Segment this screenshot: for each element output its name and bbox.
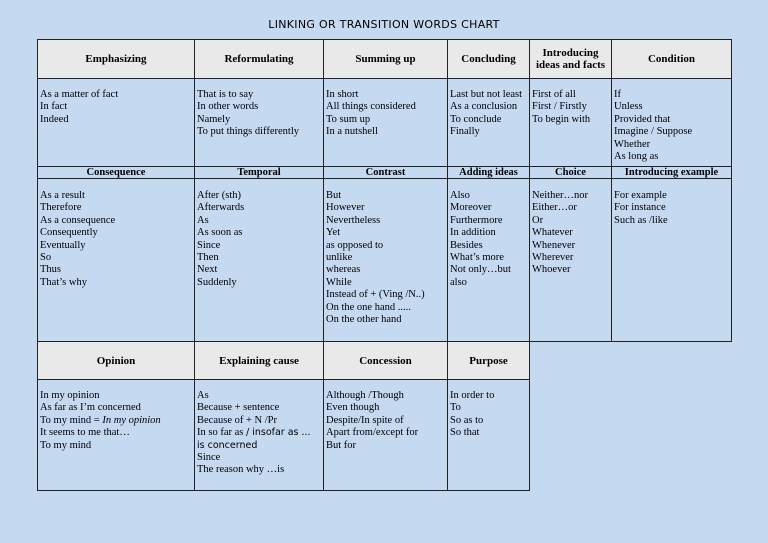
list-item: Nevertheless — [326, 214, 381, 226]
list-item: All things considered — [326, 101, 416, 113]
list-item: Or — [532, 214, 544, 226]
list-item: On the one hand ..... — [326, 301, 411, 313]
list-item: Whoever — [532, 264, 571, 276]
list-item: also — [450, 276, 467, 288]
list-item: Although /Though — [326, 390, 404, 401]
concession-cell — [323, 379, 448, 491]
list-item: Namely — [197, 113, 231, 125]
list-item-text: To my mind = — [40, 414, 103, 426]
list-item: Consequently — [40, 227, 98, 239]
list-item: In my opinion — [40, 390, 100, 401]
list-item: Provided that — [614, 113, 671, 125]
header-condition: Condition — [611, 39, 732, 79]
header-introducing-ideas: Introducing ideas and facts — [529, 39, 612, 79]
list-item: Since — [197, 239, 221, 251]
concluding-cell — [447, 78, 530, 167]
consequence-cell — [37, 178, 195, 342]
list-item: To conclude — [450, 113, 502, 125]
header-consequence: Consequence — [37, 166, 195, 179]
list-item: In order to — [450, 390, 495, 401]
list-item: In other words — [197, 101, 259, 113]
header-choice: Choice — [529, 166, 612, 179]
list-item: Imagine / Suppose — [614, 126, 693, 138]
list-item: Since — [197, 452, 221, 464]
list-item: Indeed — [40, 113, 69, 125]
list-item: Whatever — [532, 227, 573, 239]
list-item: Either…or — [532, 202, 577, 214]
temporal-cell — [194, 178, 324, 342]
introducing-ideas-cell — [529, 78, 612, 167]
summing-up-cell — [323, 78, 448, 167]
header-explaining-cause: Explaining cause — [194, 341, 324, 380]
header-emphasizing: Emphasizing — [37, 39, 195, 79]
introducing-example-cell — [611, 178, 732, 342]
list-item: Such as /like — [614, 214, 668, 226]
list-item: However — [326, 202, 365, 214]
list-item: As — [197, 214, 209, 226]
list-item: Whenever — [532, 239, 576, 251]
list-item-sans: / insofar as ... — [245, 427, 311, 439]
list-item: As — [197, 390, 209, 401]
list-item: As far as I’m concerned — [40, 402, 141, 414]
list-item: Then — [197, 252, 219, 264]
list-item: Besides — [450, 239, 483, 251]
list-item: As a matter of fact — [40, 89, 119, 100]
list-item: As a conclusion — [450, 101, 518, 113]
list-item: Therefore — [40, 202, 82, 214]
list-item: Not only…but — [450, 264, 511, 276]
list-item: Wherever — [532, 252, 574, 264]
list-item: Even though — [326, 402, 380, 414]
explaining-cause-cell — [194, 379, 324, 491]
list-item: That is to say — [197, 89, 254, 100]
header-contrast: Contrast — [323, 166, 448, 179]
list-item: Because of + N /Pr — [197, 414, 277, 426]
list-item: In short — [326, 89, 359, 100]
list-item: Neither…nor — [532, 190, 588, 201]
condition-cell — [611, 78, 732, 167]
list-item: To my mind — [40, 439, 92, 451]
list-item: So — [40, 252, 52, 264]
list-item: To — [450, 402, 461, 414]
list-item: whereas — [326, 264, 361, 276]
list-item: Apart from/except for — [326, 427, 419, 439]
list-item: Afterwards — [197, 202, 245, 214]
header-introducing-example: Introducing example — [611, 166, 732, 179]
list-item: That’s why — [40, 276, 87, 288]
list-item: Also — [450, 190, 470, 201]
list-item: The reason why …is — [197, 464, 285, 476]
list-item: As a consequence — [40, 214, 116, 226]
list-item — [197, 427, 321, 439]
header-temporal: Temporal — [194, 166, 324, 179]
reformulating-cell — [194, 78, 324, 167]
header-summing-up: Summing up — [323, 39, 448, 79]
list-item: So as to — [450, 414, 484, 426]
list-item: For example — [614, 190, 667, 201]
list-item: If — [614, 89, 621, 100]
list-item: As a result — [40, 190, 85, 201]
list-item: While — [326, 276, 352, 288]
list-item: To begin with — [532, 113, 591, 125]
list-item: What’s more — [450, 252, 504, 264]
list-item: For instance — [614, 202, 666, 214]
header-opinion: Opinion — [37, 341, 195, 380]
header-purpose: Purpose — [447, 341, 530, 380]
list-item: First of all — [532, 89, 576, 100]
list-item: Because + sentence — [197, 402, 280, 414]
list-item: To sum up — [326, 113, 371, 125]
chart-title: LINKING OR TRANSITION WORDS CHART — [268, 18, 500, 31]
list-item: First / Firstly — [532, 101, 587, 113]
list-item: is concerned — [197, 439, 258, 451]
header-concession: Concession — [323, 341, 448, 380]
list-item: After (sth) — [197, 190, 242, 201]
list-item: Last but not least — [450, 89, 523, 100]
list-item: unlike — [326, 252, 353, 264]
list-item: Suddenly — [197, 276, 237, 288]
list-item: To put things differently — [197, 126, 300, 138]
list-item: On the other hand — [326, 314, 402, 326]
list-item: It seems to me that… — [40, 427, 130, 439]
list-item: Thus — [40, 264, 61, 276]
purpose-cell — [447, 379, 530, 491]
list-item: Despite/In spite of — [326, 414, 404, 426]
list-item: In a nutshell — [326, 126, 378, 138]
list-item: Unless — [614, 101, 643, 113]
list-item: In addition — [450, 227, 496, 239]
list-item: But — [326, 190, 342, 201]
list-item: Yet — [326, 227, 341, 239]
list-item: As soon as — [197, 227, 243, 239]
list-item: Eventually — [40, 239, 86, 251]
list-item: Finally — [450, 126, 480, 138]
list-item: as opposed to — [326, 239, 384, 251]
list-item-italic: In my opinion — [102, 414, 161, 426]
list-item-text: In so far as — [197, 427, 246, 439]
list-item: Instead of + (Ving /N..) — [326, 289, 425, 301]
adding-ideas-cell — [447, 178, 530, 342]
choice-cell — [529, 178, 612, 342]
list-item: In fact — [40, 101, 68, 113]
header-adding-ideas: Adding ideas — [447, 166, 530, 179]
list-item: Moreover — [450, 202, 492, 214]
list-item: Next — [197, 264, 218, 276]
header-reformulating: Reformulating — [194, 39, 324, 79]
list-item: Whether — [614, 138, 651, 150]
list-item: So that — [450, 427, 480, 439]
list-item: As long as — [614, 151, 659, 163]
contrast-cell — [323, 178, 448, 342]
list-item: Furthermore — [450, 214, 503, 226]
opinion-cell — [37, 379, 195, 491]
list-item: But for — [326, 439, 357, 451]
emphasizing-cell — [37, 78, 195, 167]
list-item — [40, 415, 192, 427]
header-concluding: Concluding — [447, 39, 530, 79]
